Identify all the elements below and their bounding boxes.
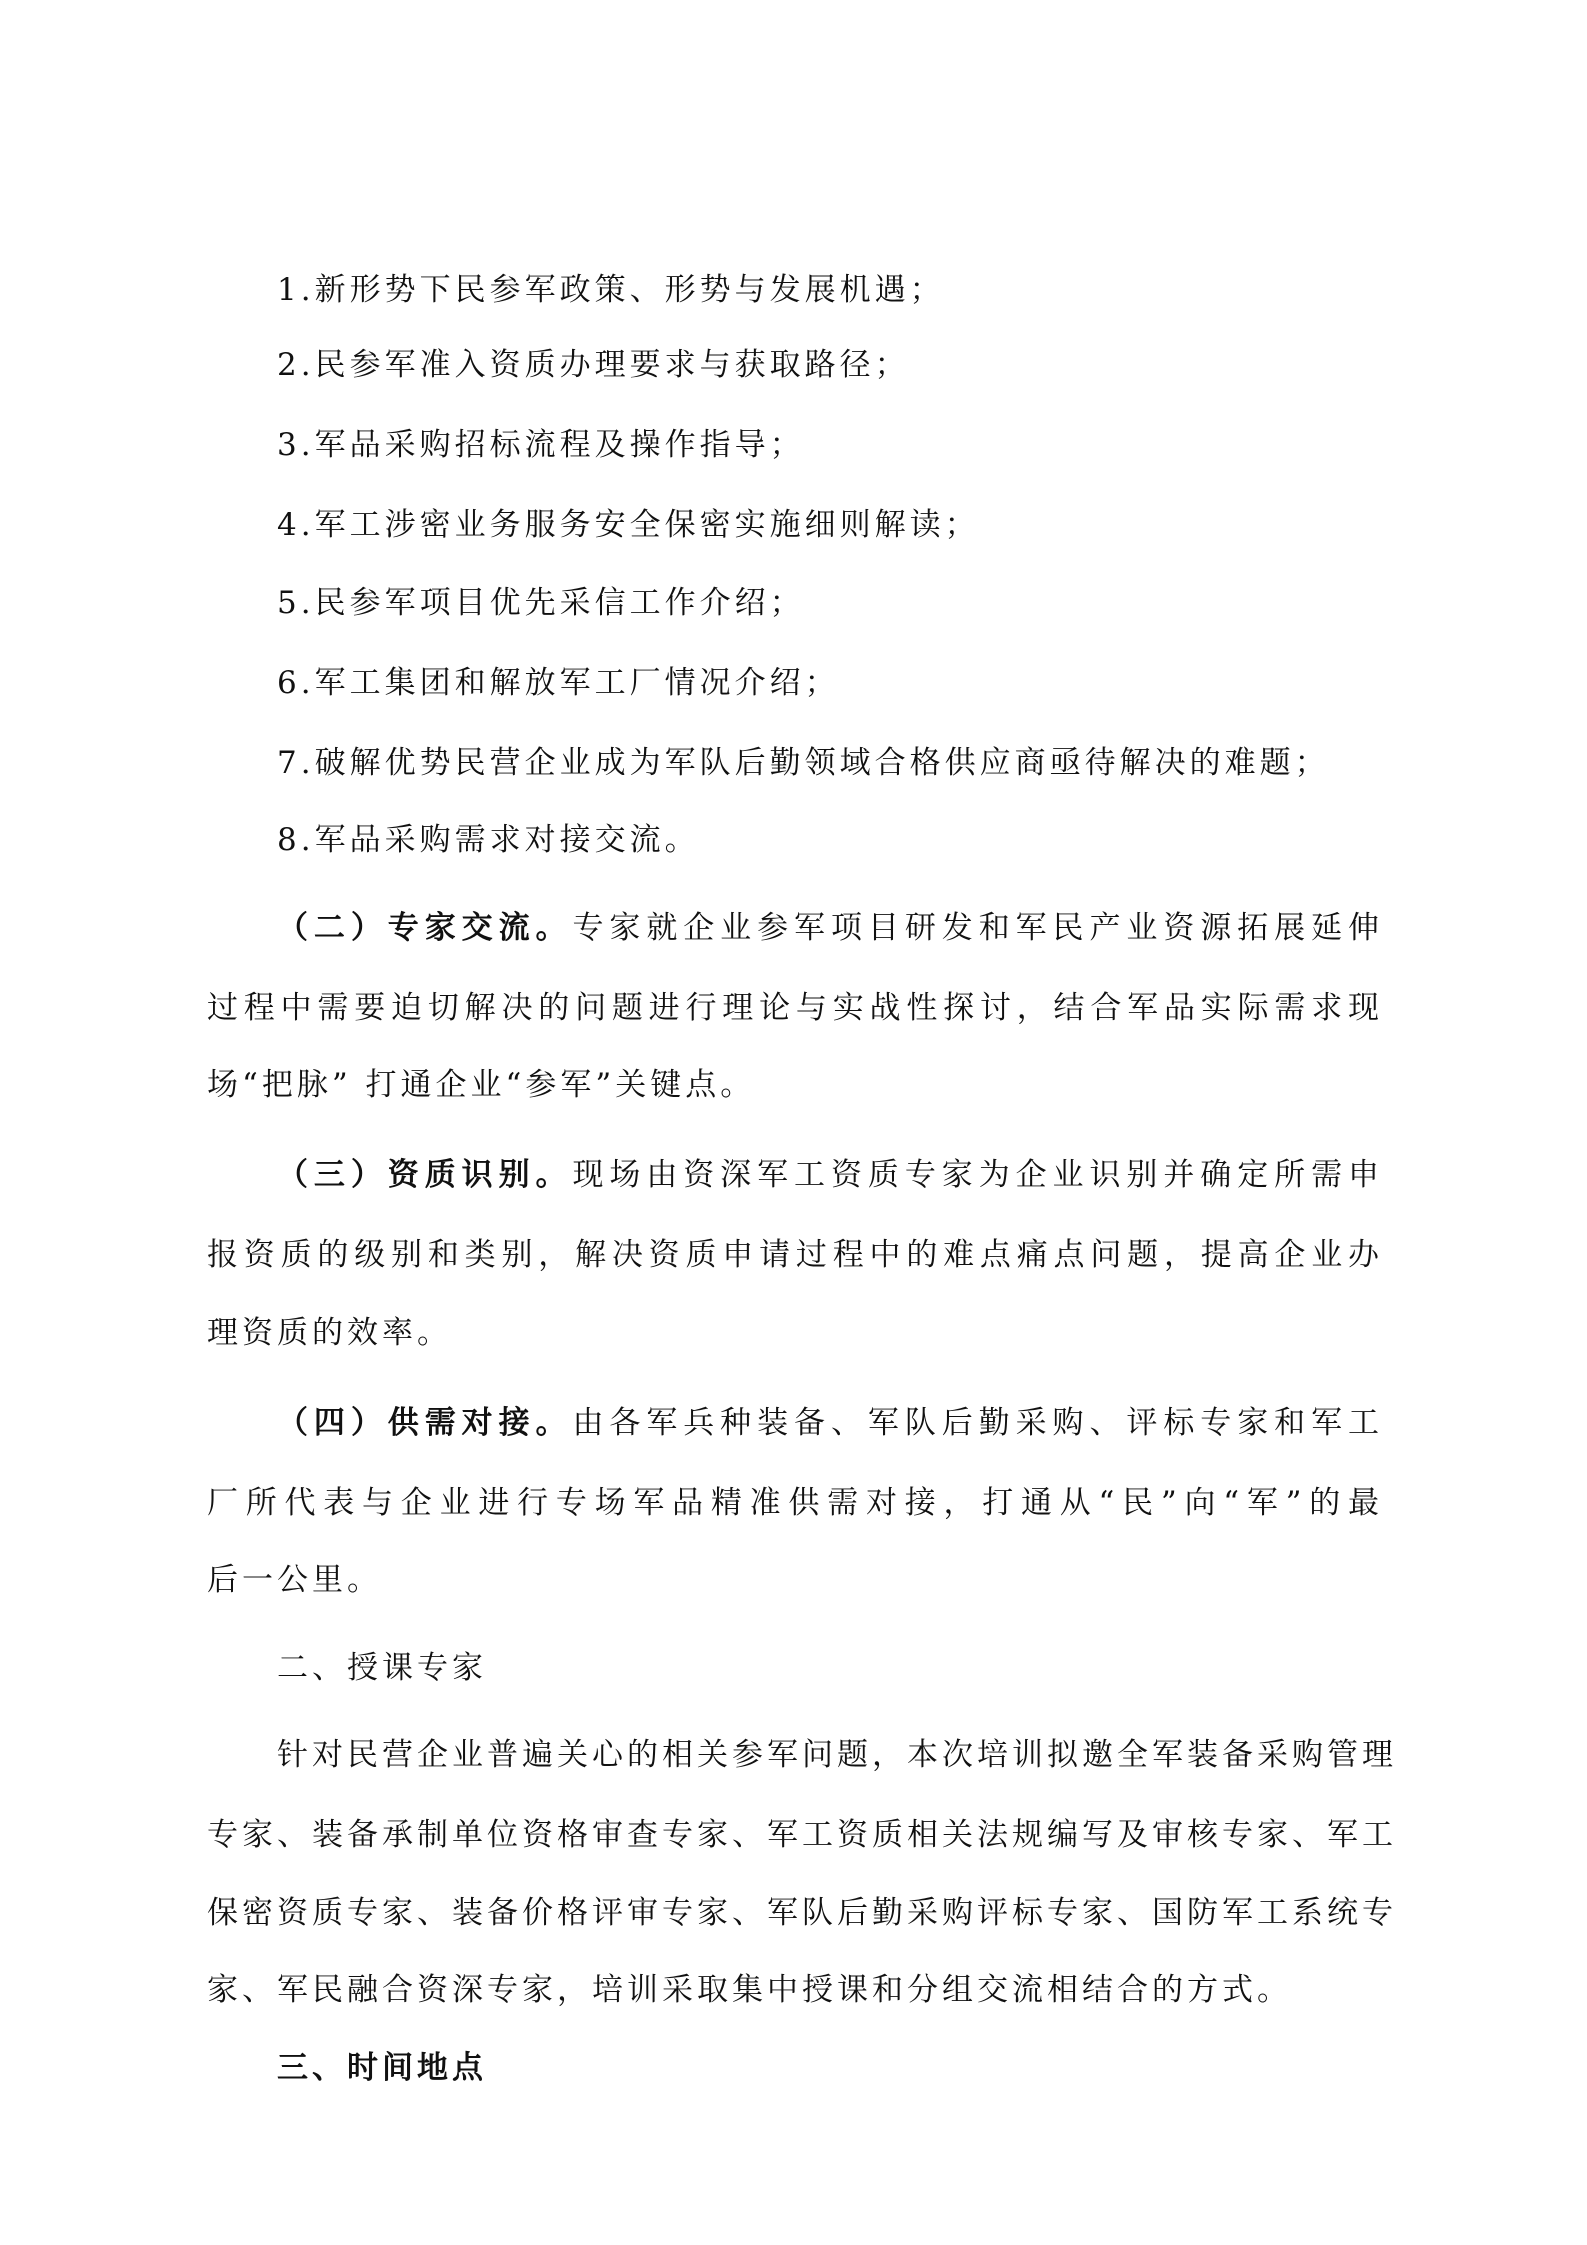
- list-item-1: 1.新形势下民参军政策、形势与发展机遇；: [277, 272, 945, 308]
- section-supply-demand-line-1: [277, 1403, 1383, 1443]
- experts-paragraph-line-4: 家、军民融合资深专家，培训采取集中授课和分组交流相结合的方式。: [207, 1972, 1292, 2008]
- list-item-5: 5.民参军项目优先采信工作介绍；: [277, 585, 805, 621]
- list-item-8: 8.军品采购需求对接交流。: [277, 822, 700, 858]
- heading-time-location: 三、时间地点: [277, 2050, 487, 2086]
- experts-paragraph-line-1: 针对民营企业普遍关心的相关参军问题，本次培训拟邀全军装备采购管理: [277, 1737, 1397, 1773]
- list-item-3: 3.军品采购招标流程及操作指导；: [277, 427, 805, 463]
- section-qualification-line-2: 报资质的级别和类别，解决资质申请过程中的难点痛点问题，提高企业办: [207, 1237, 1383, 1273]
- list-item-2: 2.民参军准入资质办理要求与获取路径；: [277, 347, 910, 383]
- list-item-7: 7.破解优势民营企业成为军队后勤领域合格供应商亟待解决的难题；: [277, 745, 1330, 781]
- section-expert-exchange-line-2: 过程中需要迫切解决的问题进行理论与实战性探讨，结合军品实际需求现: [207, 990, 1383, 1026]
- section-heading-qualification: （三）资质识别。: [277, 1157, 573, 1193]
- list-item-4: 4.军工涉密业务服务安全保密实施细则解读；: [277, 507, 980, 543]
- section-heading-expert-exchange: （二）专家交流。: [277, 910, 573, 946]
- section-expert-exchange-line-3: 场“把脉” 打通企业“参军”关键点。: [207, 1067, 756, 1103]
- section-qualification-line-1: [277, 1155, 1383, 1195]
- section-supply-demand-line-2: 厂所代表与企业进行专场军品精准供需对接，打通从“民”向“军”的最: [207, 1485, 1383, 1521]
- section-text: 专家就企业参军项目研发和军民产业资源拓展延伸: [572, 910, 1384, 946]
- section-supply-demand-line-3: 后一公里。: [207, 1562, 382, 1598]
- section-text: 现场由资深军工资质专家为企业识别并确定所需申: [572, 1157, 1384, 1193]
- section-expert-exchange-line-1: [277, 908, 1383, 948]
- experts-paragraph-line-3: 保密资质专家、装备价格评审专家、军队后勤采购评标专家、国防军工系统专: [207, 1895, 1397, 1931]
- experts-paragraph-line-2: 专家、装备承制单位资格审查专家、军工资质相关法规编写及审核专家、军工: [207, 1817, 1397, 1853]
- section-qualification-line-3: 理资质的效率。: [207, 1315, 452, 1351]
- heading-lecture-experts: 二、授课专家: [277, 1650, 487, 1686]
- section-heading-supply-demand: （四）供需对接。: [277, 1405, 573, 1441]
- section-text: 由各军兵种装备、军队后勤采购、评标专家和军工: [572, 1405, 1384, 1441]
- list-item-6: 6.军工集团和解放军工厂情况介绍；: [277, 665, 840, 701]
